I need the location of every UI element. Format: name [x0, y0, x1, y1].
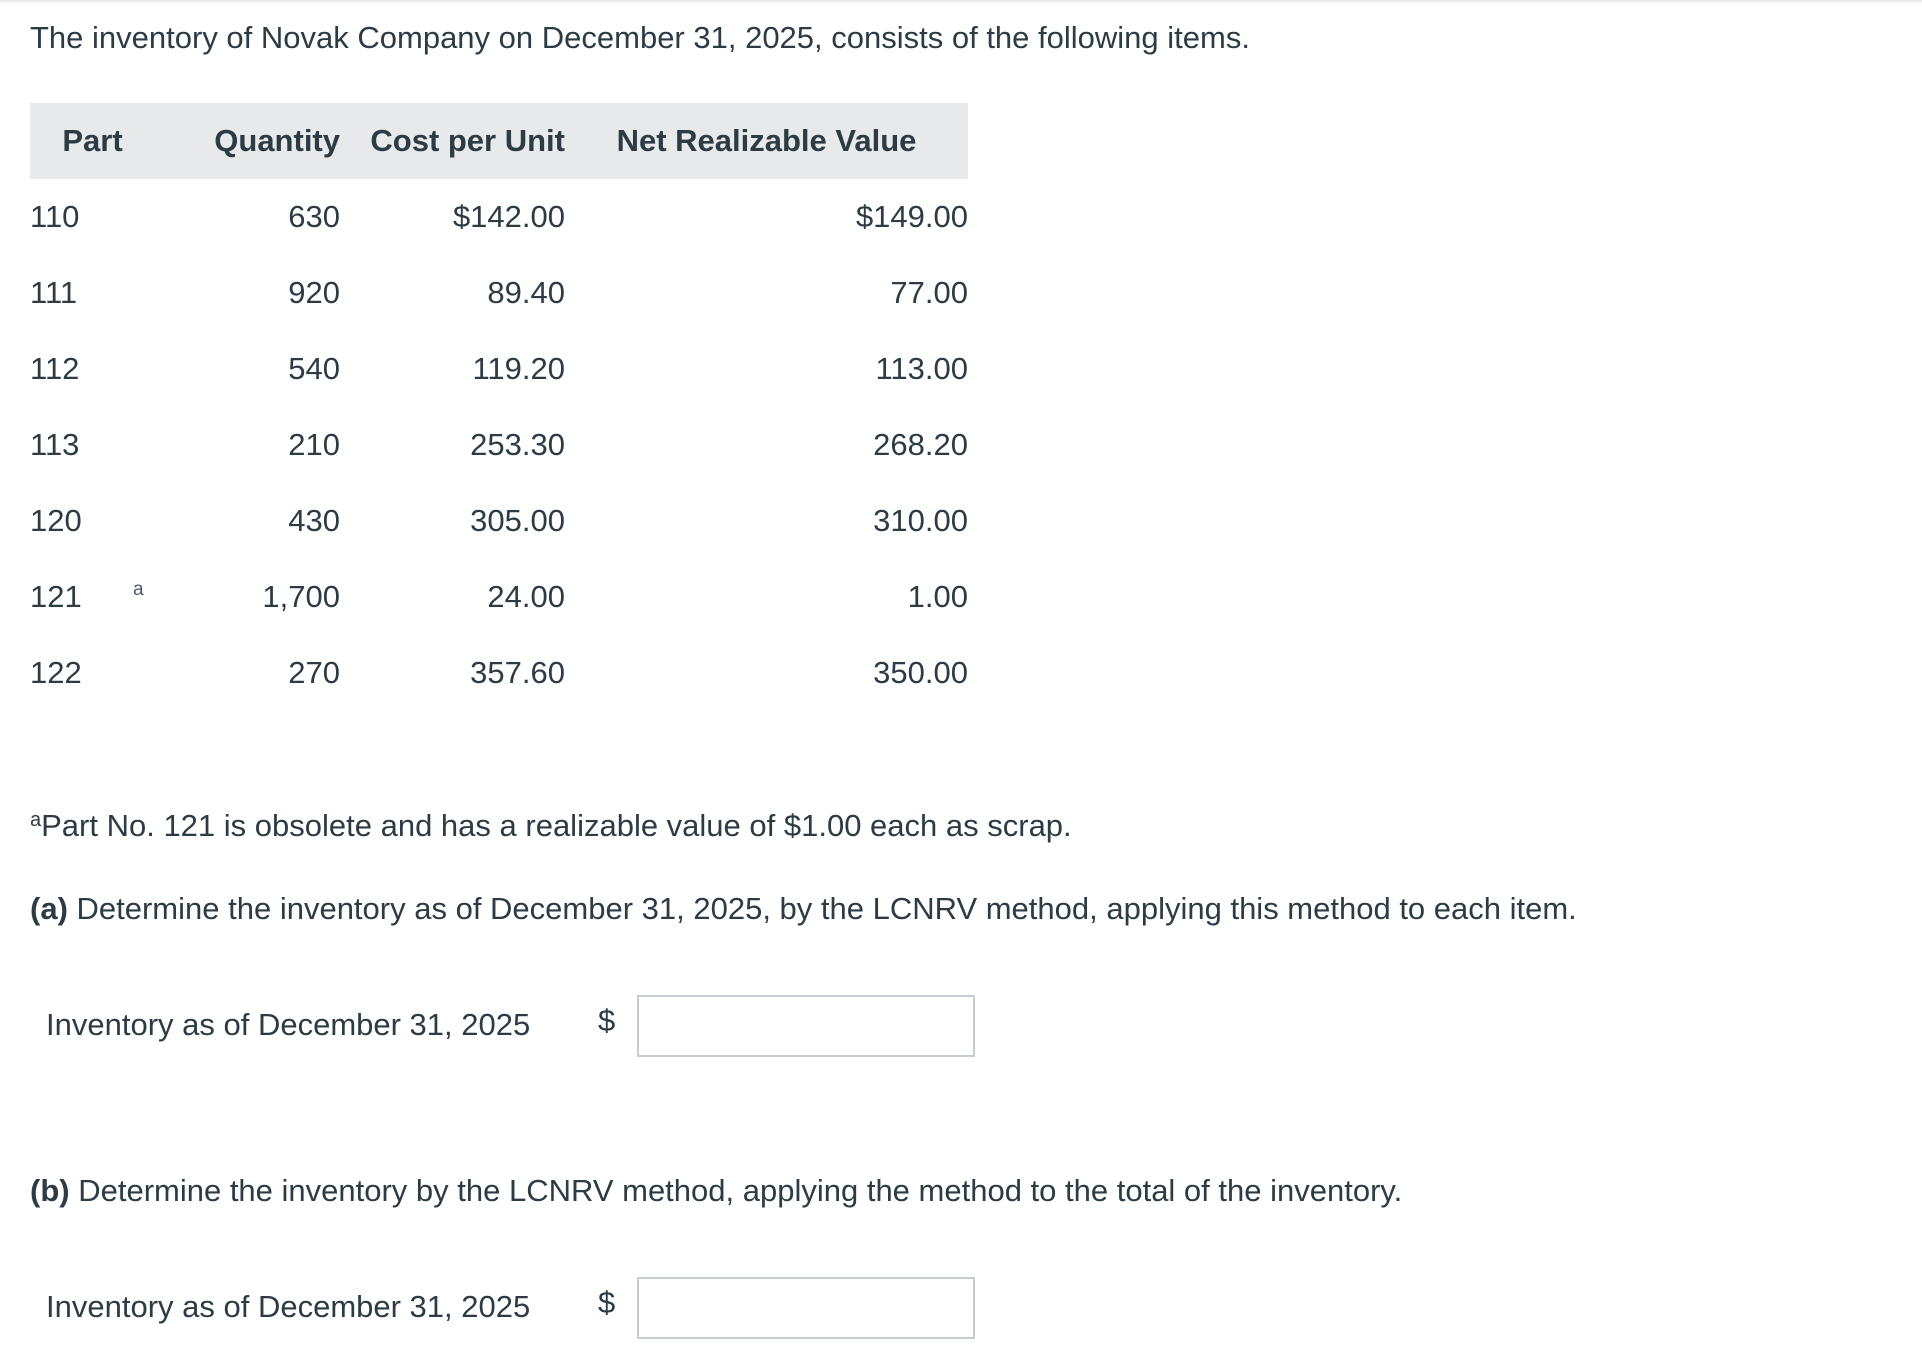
answer-b-label: Inventory as of December 31, 2025 — [46, 1289, 531, 1324]
dollar-sign: $ — [598, 1003, 616, 1038]
cell-cost-per-unit: 119.20 — [472, 351, 565, 386]
cell-quantity: 630 — [288, 199, 340, 234]
table-row — [30, 559, 968, 635]
table-header-row — [30, 103, 968, 179]
cell-quantity: 210 — [288, 427, 340, 462]
table-row — [30, 407, 968, 483]
footnote — [30, 800, 1072, 846]
cell-part: 110 — [30, 199, 80, 234]
header-net-realizable-value: Net Realizable Value — [616, 123, 917, 158]
cell-part: 112 — [30, 351, 80, 386]
cell-quantity: 1,700 — [262, 579, 340, 614]
cell-cost-per-unit: 357.60 — [470, 655, 565, 690]
question-b-text: Determine the inventory by the LCNRV method, applying the method to the total of the inventory. — [69, 1173, 1403, 1208]
header-cost-per-unit: Cost per Unit — [370, 123, 565, 158]
cell-net-realizable-value: 268.20 — [873, 427, 968, 462]
cell-part: 122 — [30, 655, 82, 690]
footnote-text: Part No. 121 is obsolete and has a realizable value of $1.00 each as scrap. — [41, 808, 1072, 843]
top-edge-shadow — [0, 0, 1922, 4]
footnote-marker: a — [133, 579, 144, 600]
inventory-total-input[interactable] — [637, 1277, 975, 1339]
cell-cost-per-unit: 89.40 — [487, 275, 565, 310]
cell-net-realizable-value: 113.00 — [875, 351, 968, 386]
header-quantity: Quantity — [214, 123, 340, 158]
cell-net-realizable-value: 350.00 — [873, 655, 968, 690]
cell-cost-per-unit: 305.00 — [470, 503, 565, 538]
question-a — [30, 889, 1577, 929]
dollar-sign: $ — [598, 1285, 616, 1320]
question-a-label: (a) — [30, 891, 68, 926]
cell-quantity: 540 — [288, 351, 340, 386]
footnote-marker: a — [30, 809, 42, 831]
table-row — [30, 483, 968, 559]
cell-part: 113 — [30, 427, 80, 462]
cell-quantity: 270 — [288, 655, 340, 690]
table-row — [30, 331, 968, 407]
cell-net-realizable-value: 310.00 — [873, 503, 968, 538]
question-a-text: Determine the inventory as of December 31, 2025, by the LCNRV method, applying this method to each item. — [67, 891, 1577, 926]
inventory-table — [30, 103, 968, 711]
cell-part: 120 — [30, 503, 82, 538]
cell-cost-per-unit: 24.00 — [487, 579, 565, 614]
table-row — [30, 635, 968, 711]
cell-cost-per-unit: 253.30 — [470, 427, 565, 462]
problem-intro-text: The inventory of Novak Company on December 31, 2025, consists of the following items. — [30, 20, 1250, 55]
cell-cost-per-unit: $142.00 — [452, 199, 565, 234]
cell-part: 121 a — [30, 579, 144, 614]
cell-quantity: 920 — [288, 275, 340, 310]
question-b — [30, 1171, 1402, 1211]
cell-net-realizable-value: 1.00 — [907, 579, 968, 614]
inventory-each-item-input[interactable] — [637, 995, 975, 1057]
cell-quantity: 430 — [288, 503, 340, 538]
cell-net-realizable-value: 77.00 — [890, 275, 968, 310]
header-part: Part — [62, 123, 123, 158]
cell-net-realizable-value: $149.00 — [855, 199, 968, 234]
table-row — [30, 255, 968, 331]
answer-a-label: Inventory as of December 31, 2025 — [46, 1007, 531, 1042]
table-row — [30, 179, 968, 255]
cell-part: 111 — [30, 275, 78, 310]
question-b-label: (b) — [30, 1173, 70, 1208]
